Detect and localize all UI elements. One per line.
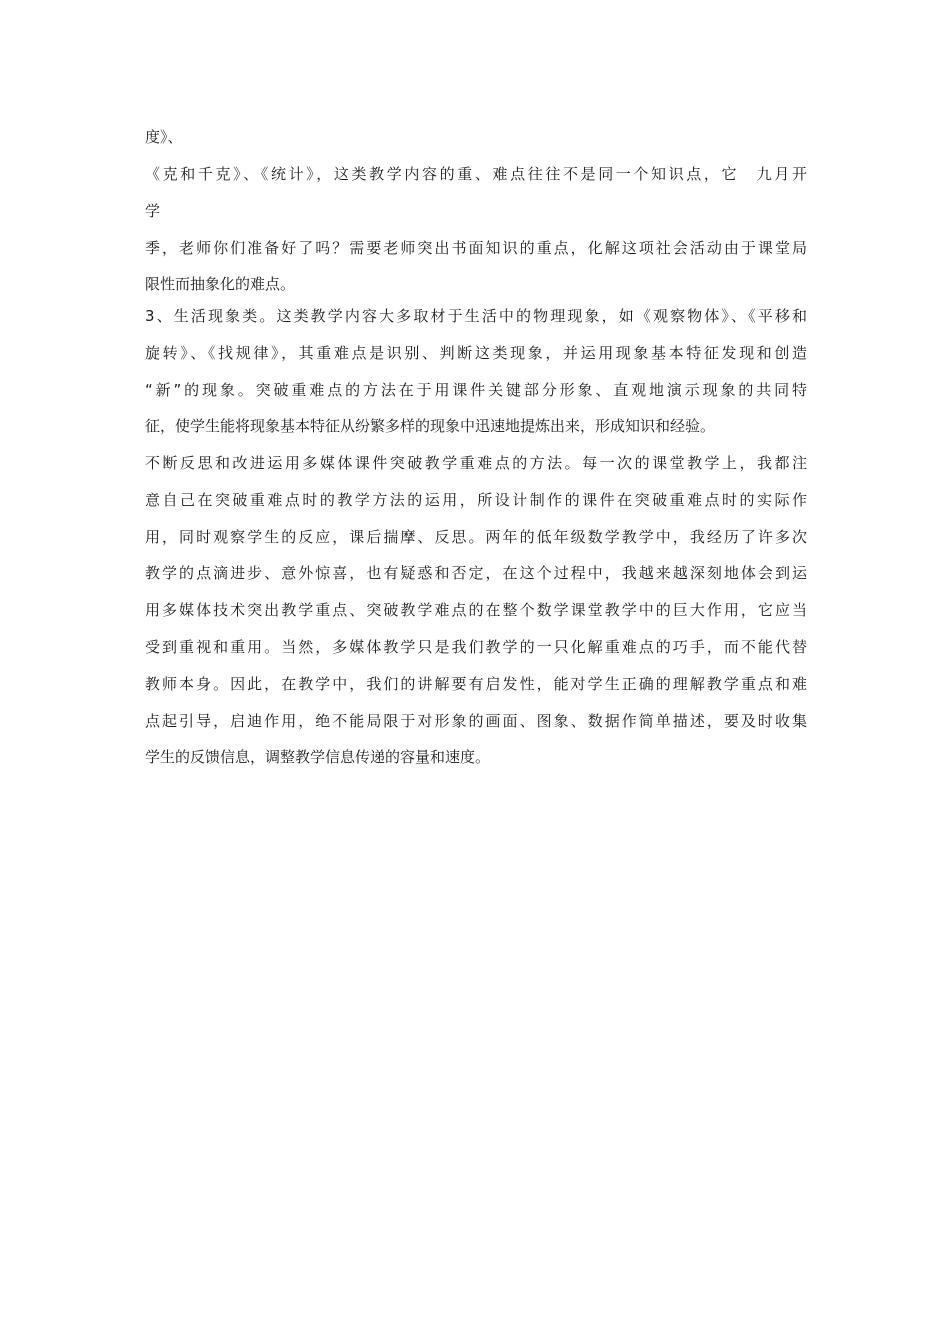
text-line-15: 受到重视和重用。当然，多媒体教学只是我们教学的一只化解重难点的巧手，而不能代替 [145, 638, 807, 656]
text-line-3: 学 [145, 202, 161, 220]
text-line-8: “新”的现象。突破重难点的方法在于用课件关键部分形象、直观地演示现象的共同特 [145, 381, 807, 399]
text-line-7: 旋转》、《找规律》，其重难点是识别、判断这类现象，并运用现象基本特征发现和创造 [145, 344, 807, 362]
text-line-2: 《克和千克》、《统计》，这类教学内容的重、难点往往不是同一个知识点，它 九月开 [145, 165, 807, 183]
text-line-1: 度》、 [145, 128, 183, 146]
text-line-9: 征，使学生能将现象基本特征从纷繁多样的现象中迅速地提炼出来，形成知识和经验。 [145, 417, 716, 435]
text-line-10: 不断反思和改进运用多媒体课件突破教学重难点的方法。每一次的课堂教学上，我都注 [145, 454, 807, 472]
text-line-4: 季，老师你们准备好了吗？需要老师突出书面知识的重点，化解这项社会活动由于课堂局 [145, 239, 807, 257]
text-line-13: 教学的点滴进步、意外惊喜，也有疑惑和否定，在这个过程中，我越来越深刻地体会到运 [145, 564, 807, 582]
text-line-18: 学生的反馈信息，调整教学信息传递的容量和速度。 [145, 748, 491, 766]
text-line-14: 用多媒体技术突出教学重点、突破教学难点的在整个数学课堂教学中的巨大作用，它应当 [145, 601, 807, 619]
text-line-16: 教师本身。因此，在教学中，我们的讲解要有启发性，能对学生正确的理解教学重点和难 [145, 675, 807, 693]
text-line-11: 意自己在突破重难点时的教学方法的运用，所设计制作的课件在突破重难点时的实际作 [145, 491, 807, 509]
text-line-6: 3、生活现象类。这类教学内容大多取材于生活中的物理现象，如《观察物体》、《平移和 [145, 307, 807, 325]
text-line-5: 限性而抽象化的难点。 [145, 275, 296, 293]
text-line-12: 用，同时观察学生的反应，课后揣摩、反思。两年的低年级数学教学中，我经历了许多次 [145, 528, 807, 546]
text-line-17: 点起引导，启迪作用，绝不能局限于对形象的画面、图象、数据作简单描述，要及时收集 [145, 712, 807, 730]
